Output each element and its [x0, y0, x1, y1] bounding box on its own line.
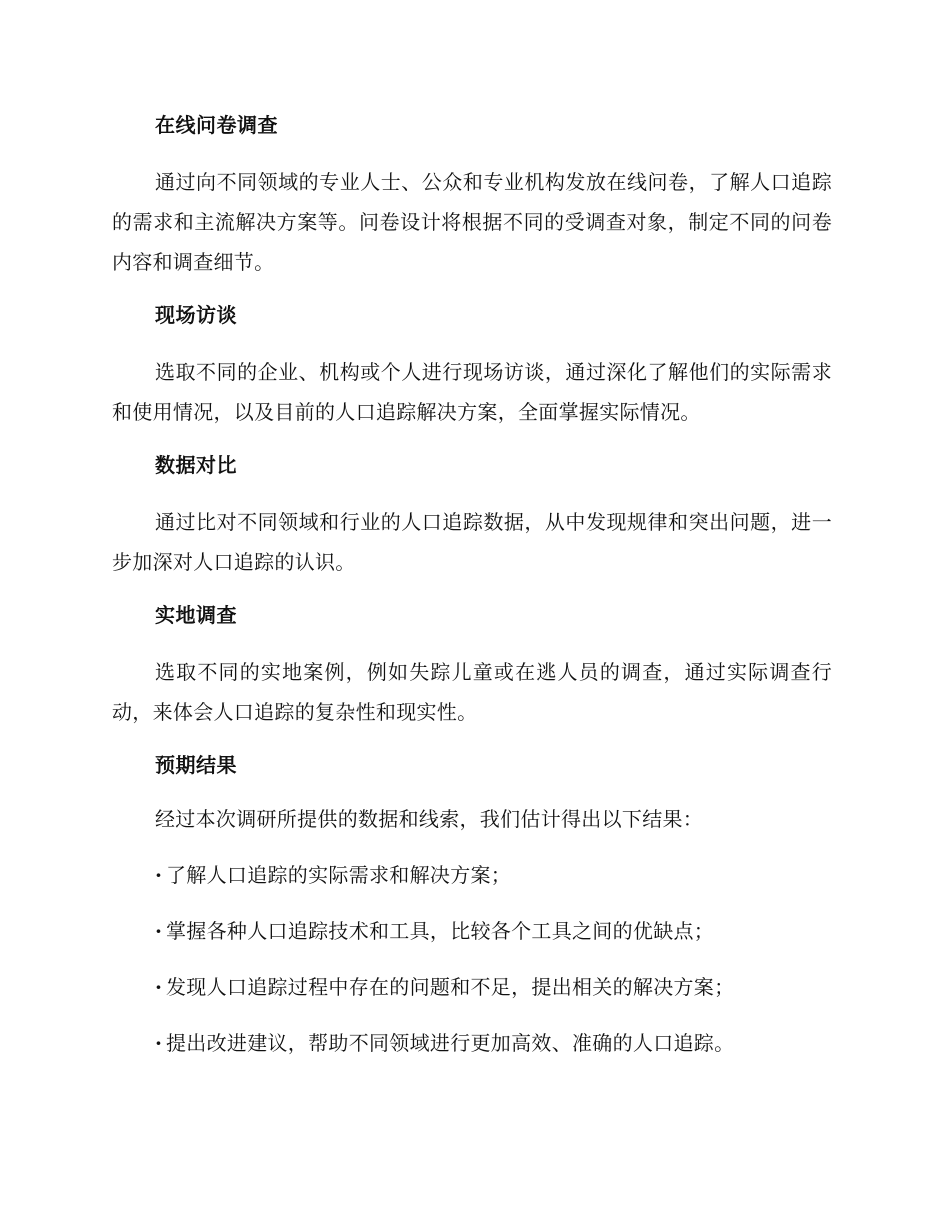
- section-heading: 数据对比: [155, 453, 237, 477]
- section-body: 选取不同的实地案例，例如失踪儿童或在逃人员的调查，通过实际调查行动，来体会人口追踪的复杂性和现实性。: [112, 660, 832, 724]
- section-data-comparison: [112, 448, 832, 582]
- list-item: [112, 914, 832, 948]
- section-heading: 现场访谈: [155, 303, 237, 327]
- list-item-text: 发现人口追踪过程中存在的问题和不足，提出相关的解决方案；: [166, 975, 735, 999]
- list-item: [112, 858, 832, 892]
- list-item-text: 了解人口追踪的实际需求和解决方案；: [166, 863, 512, 887]
- list-item-text: 掌握各种人口追踪技术和工具，比较各个工具之间的优缺点；: [166, 919, 715, 943]
- list-item: [112, 1026, 832, 1060]
- bullet-icon: ·: [155, 1031, 163, 1055]
- section-site-investigation: [112, 598, 832, 732]
- section-body: 通过向不同领域的专业人士、公众和专业机构发放在线问卷，了解人口追踪的需求和主流解决方案等。问卷设计将根据不同的受调查对象，制定不同的问卷内容和调查细节。: [112, 170, 832, 274]
- section-heading: 实地调查: [155, 603, 237, 627]
- results-intro: 经过本次调研所提供的数据和线索，我们估计得出以下结果：: [155, 807, 704, 831]
- section-body: 选取不同的企业、机构或个人进行现场访谈，通过深化了解他们的实际需求和使用情况，以及目前的人口追踪解决方案，全面掌握实际情况。: [112, 360, 832, 424]
- bullet-icon: ·: [155, 975, 163, 999]
- section-heading: 在线问卷调查: [155, 113, 278, 137]
- section-field-interview: [112, 298, 832, 432]
- bullet-icon: ·: [155, 919, 163, 943]
- section-online-survey: [112, 108, 832, 282]
- document-page: [112, 108, 832, 1082]
- section-body: 通过比对不同领域和行业的人口追踪数据，从中发现规律和突出问题，进一步加深对人口追踪的认识。: [112, 510, 832, 574]
- bullet-icon: ·: [155, 863, 163, 887]
- section-expected-results: [112, 748, 832, 1060]
- list-item-text: 提出改进建议，帮助不同领域进行更加高效、准确的人口追踪。: [166, 1031, 735, 1055]
- list-item: [112, 970, 832, 1004]
- results-list: [112, 858, 832, 1060]
- section-heading: 预期结果: [155, 753, 237, 777]
